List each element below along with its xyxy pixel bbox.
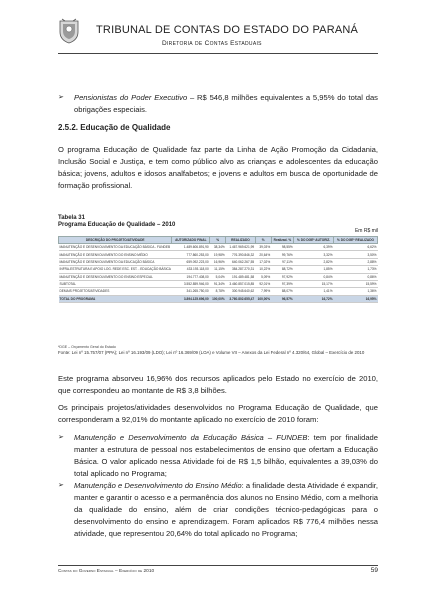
table-row (59, 258, 378, 265)
row-value: 100,00% (255, 295, 271, 302)
row-value: 19,98% (210, 251, 226, 258)
bullet-italic: Pensionistas do Poder Executivo (74, 93, 188, 102)
row-value: 0,86% (334, 273, 378, 280)
table-total-row (59, 295, 378, 302)
row-value: 97,11% (271, 258, 294, 265)
arrow-bullet-icon: ➢ (58, 482, 64, 489)
row-value: 6,39% (294, 244, 334, 251)
row-value: 194.777.408,00 (172, 273, 210, 280)
paragraph-principal: Os principais projetos/atividades desenvolvidos no Programa Educação de Qualidade, que corresponderam a 92,01% do montante aplicado no exercício de 2010 foram: (58, 403, 378, 424)
table-header-row (59, 237, 378, 244)
program-table (58, 236, 378, 303)
row-value: 6,62% (334, 244, 378, 251)
row-value: 191.489.481,58 (226, 273, 255, 280)
intro-paragraph: O programa Educação de Qualidade faz parte da Linha de Ação Promoção da Cidadania, Inclusão Social e Justiça, e tem como público alvo as crianças e adolescentes da educação básica; jovens, adultos e idosos analfabetos; e jovens e adultos em busca de oportunidade de formação profissional. (58, 145, 378, 190)
bullet-text (74, 92, 378, 116)
table-row (59, 288, 378, 295)
col-header: % (255, 237, 271, 244)
row-description: SUBTOTAL (59, 280, 172, 287)
table-unit: Em R$ mil (354, 228, 378, 234)
row-description: MANUTENÇÃO E DESENVOLVIMENTO DA EDUCAÇÃO BÁSICA (59, 258, 172, 265)
row-value: 10,22% (255, 266, 271, 273)
row-value: 1,41% (294, 288, 334, 295)
footer-divider (58, 565, 378, 566)
row-value: 1,36% (334, 288, 378, 295)
row-value: 1.467.969.621,99 (226, 244, 255, 251)
row-value: 88,07% (271, 288, 294, 295)
row-value: 97,39% (271, 280, 294, 287)
row-value: 2,82% (294, 258, 334, 265)
paragraph-absorption: Este programa absorveu 16,96% dos recursos aplicados pelo Estado no exercício de 2010, que correspondeu ao montante de R$ 3,8 bilhões. (58, 374, 378, 395)
bullet-italic: Manutenção e Desenvolvimento da Educação Básica – FUNDEB (74, 433, 308, 442)
row-value: 100,00% (210, 295, 226, 302)
row-value: 97,92% (271, 273, 294, 280)
row-description: INFRA-ESTRUTURA E APOIO LOG. REDE ESC. EST. - EDUCAÇÃO BÁSICA (59, 267, 171, 272)
row-value: 776.390.846,32 (226, 251, 255, 258)
row-value: 341.265.750,00 (172, 288, 210, 295)
table-caption (58, 215, 175, 229)
col-header: % DO DGE* AUTORIZ. (294, 237, 334, 244)
col-header: AUTORIZADO FINAL (172, 237, 210, 244)
row-value: 5,04% (210, 273, 226, 280)
table-row (59, 273, 378, 280)
row-value: 11,15% (210, 266, 226, 273)
table-source: *DGE – Orçamento Geral do Estado (58, 345, 116, 349)
row-value: 15,17% (294, 280, 334, 287)
row-value: 5,09% (255, 273, 271, 280)
row-value: 0,84% (294, 273, 334, 280)
bullet-text (74, 480, 378, 540)
row-value: 16,96% (210, 258, 226, 265)
page-title: TRIBUNAL DE CONTAS DO ESTADO DO PARANÁ (96, 24, 359, 36)
row-value: 640.062.267,55 (226, 258, 255, 265)
row-description: TOTAL DO PROGRAMA (59, 295, 172, 302)
row-value: 3.552.859.946,00 (172, 280, 210, 287)
col-header: % (210, 237, 226, 244)
table-row (59, 280, 378, 287)
table-number: Tabela 31 (58, 215, 85, 221)
row-value: 300.945.640,62 (226, 288, 255, 295)
bullet-rest: – R$ 546,8 milhões equivalentes a 5,95% do total das obrigações especiais. (74, 93, 378, 114)
table-row (59, 244, 378, 251)
row-value: 3.894.125.696,00 (172, 295, 210, 302)
header-divider (58, 53, 378, 54)
row-value: 433.193.118,00 (172, 266, 210, 273)
row-description: MANUTENÇÃO E DESENVOLVIMENTO DA EDUCAÇÃO BÁSICA - FUNDEB (59, 245, 171, 250)
table-row (59, 266, 378, 273)
row-value: 384.287.270,31 (226, 266, 255, 273)
row-value: 88,72% (271, 266, 294, 273)
col-header: Realizad. % (271, 237, 294, 244)
page-subtitle: Diretoria de Contas Estaduais (162, 40, 262, 47)
row-value: 38,34% (210, 244, 226, 251)
row-value: 777.860.253,00 (172, 251, 210, 258)
row-value: 91,34% (210, 280, 226, 287)
row-value: 96,57% (271, 295, 294, 302)
row-value: 8,78% (210, 288, 226, 295)
row-value: 1,73% (334, 266, 378, 273)
row-value: 15,59% (334, 280, 378, 287)
row-value: 20,64% (255, 251, 271, 258)
bullet-ensino-medio (58, 480, 378, 540)
row-value: 2,88% (334, 258, 378, 265)
row-value: 16,95% (334, 295, 378, 302)
col-header: REALIZADO (226, 237, 255, 244)
section-heading: 2.5.2. Educação de Qualidade (58, 123, 171, 132)
footer-text: Contas do Governo Estadual – Exercício de 2010 (58, 569, 155, 574)
table-note: Fonte: Lei nº 15.757/07 (PPA); Lei nº 16.193/09 (LDO); Lei nº 16.369/09 (LOA) e Volume VII – Anexos da Lei Federal nº 4.320/64, Global – Exercício de 2010 (58, 350, 365, 355)
bullet-italic: Manutenção e Desenvolvimento do Ensino Médio (74, 481, 242, 490)
row-value: 1,85% (294, 266, 334, 273)
row-value: 659.092.223,00 (172, 258, 210, 265)
row-value: 3.760.802.655,47 (226, 295, 255, 302)
col-header: % DO DGE* REALIZADO (334, 237, 378, 244)
bullet-text (74, 432, 378, 480)
row-description: MANUTENÇÃO E DESENVOLVIMENTO DO ENSINO MÉDIO (59, 251, 172, 258)
row-value: 7,99% (255, 288, 271, 295)
row-value: 92,01% (255, 280, 271, 287)
bullet-fundeb (58, 432, 378, 480)
row-description: MANUTENÇÃO E DESENVOLVIMENTO DO ENSINO ESPECIAL (59, 273, 172, 280)
arrow-bullet-icon: ➢ (58, 94, 64, 101)
table-title: Programa Educação de Qualidade – 2010 (58, 222, 176, 228)
arrow-bullet-icon: ➢ (58, 434, 64, 441)
row-value: 1.489.606.891,90 (172, 244, 210, 251)
row-value: 17,02% (255, 258, 271, 265)
bullet-pensionistas (58, 92, 378, 116)
row-description: DEMAIS PROJETOS/ATIVIDADES (59, 288, 172, 295)
bullet-rest: : tem por finalidade manter a estrutura de pessoal nos estabelecimentos de ensino que ofertam a Educação Básica. O valor aplicado nessa Atividade foi de R$ 1,5 bilhão, equivalentes a 39,03% do total aplicado no Programa; (74, 433, 378, 478)
row-value: 3.460.857.015,85 (226, 280, 255, 287)
row-value: 98,55% (271, 244, 294, 251)
row-value: 16,72% (294, 295, 334, 302)
col-header: DESCRIÇÃO DO PROJETO/ATIVIDADE (59, 237, 172, 244)
coat-of-arms-icon (58, 18, 80, 44)
bullet-rest: : a finalidade desta Atividade é expandir, manter e garantir o acesso e a permanência dos alunos no Ensino Médio, com a melhoria da qualidade do ensino, além de criar condições técnico-pedagógicas para o desenvolvimento do ensino e aprendizagem. Foram aplicados R$ 776,4 milhões nessa atividade, que representou 20,64% do total aplicado no Programa; (74, 481, 378, 538)
row-value: 3,32% (294, 251, 334, 258)
page-number: 59 (370, 567, 378, 574)
row-value: 39,03% (255, 244, 271, 251)
row-value: 3,50% (334, 251, 378, 258)
row-value: 99,76% (271, 251, 294, 258)
table-row (59, 251, 378, 258)
